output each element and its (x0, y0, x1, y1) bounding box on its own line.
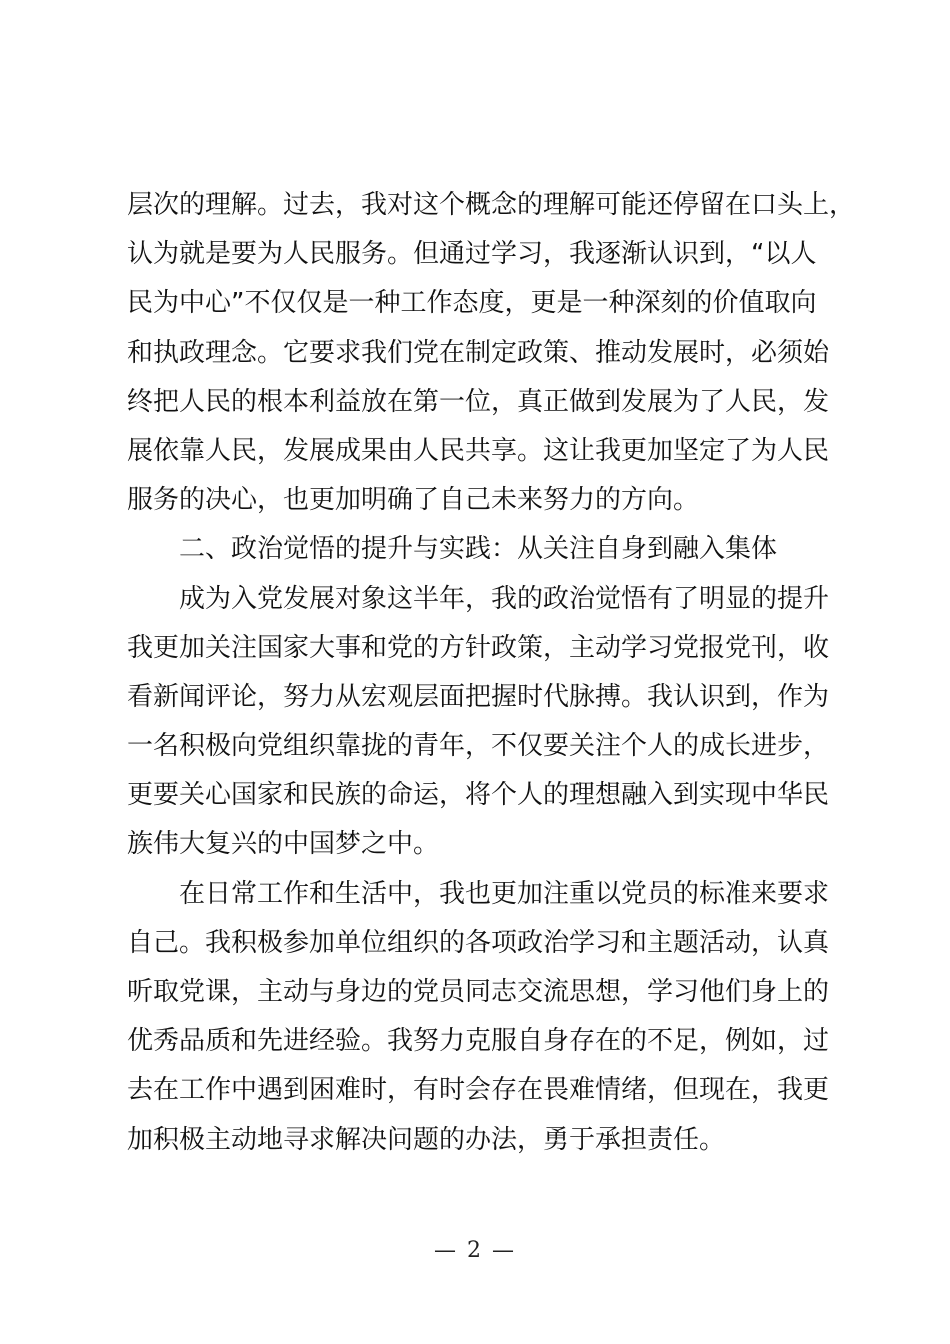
text-line: 我更加关注国家大事和党的方针政策，主动学习党报党刊，收 (127, 632, 830, 663)
text-line: 成为入党发展对象这半年，我的政治觉悟有了明显的提升 (127, 583, 830, 614)
text-line: 加积极主动地寻求解决问题的办法，勇于承担责任。 (127, 1124, 726, 1155)
text-line: 听取党课，主动与身边的党员同志交流思想，学习他们身上的 (127, 977, 830, 1007)
page-number: — 2 — (434, 1238, 516, 1263)
text-line: 服务的决心，也更加明确了自己未来努力的方向。 (127, 485, 700, 516)
text-line: 和执政理念。它要求我们党在制定政策、推动发展时，必须始 (127, 337, 830, 368)
document-body (127, 181, 856, 1165)
text-line: 优秀品质和先进经验。我努力克服自身存在的不足，例如，过 (127, 1026, 830, 1057)
text-line: 自己。我积极参加单位组织的各项政治学习和主题活动，认真 (127, 927, 830, 958)
text-line: 一名积极向党组织靠拢的青年，不仅要关注个人的成长进步， (127, 731, 830, 762)
text-line: 层次的理解。过去，我对这个概念的理解可能还停留在口头上， (127, 190, 856, 220)
text-line: 民为中心”不仅仅是一种工作态度，更是一种深刻的价值取向 (127, 288, 817, 319)
paragraph-political-awareness (127, 575, 847, 870)
text-line: 展依靠人民，发展成果由人民共享。这让我更加坚定了为人民 (127, 435, 830, 466)
text-line: 认为就是要为人民服务。但通过学习，我逐渐认识到，“以人 (127, 239, 817, 270)
paragraph-continued (127, 181, 856, 525)
text-line: 在日常工作和生活中，我也更加注重以党员的标准来要求 (127, 878, 830, 909)
text-line: 看新闻评论，努力从宏观层面把握时代脉搏。我认识到，作为 (127, 681, 830, 712)
text-line: 去在工作中遇到困难时，有时会存在畏难情绪，但现在，我更 (127, 1075, 830, 1106)
text-line: 族伟大复兴的中国梦之中。 (127, 829, 440, 860)
text-line: 终把人民的根本利益放在第一位，真正做到发展为了人民，发 (127, 386, 830, 417)
paragraph-daily-life (127, 870, 847, 1165)
text-line: 更要关心国家和民族的命运，将个人的理想融入到实现中华民 (127, 780, 830, 811)
section-heading: 二、政治觉悟的提升与实践：从关注自身到融入集体 (127, 534, 778, 565)
